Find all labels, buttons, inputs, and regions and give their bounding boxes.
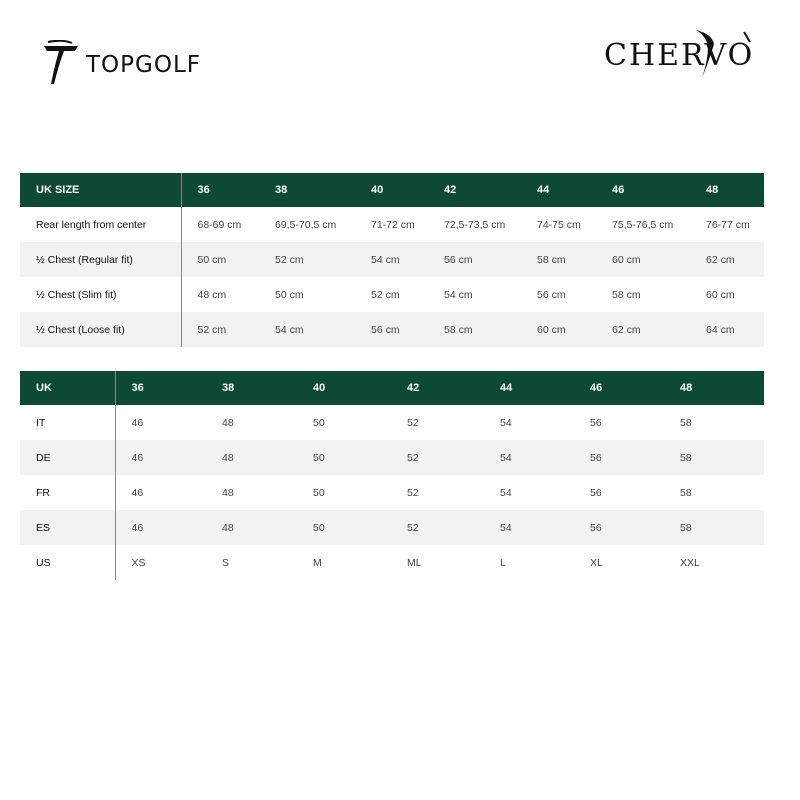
table-row — [20, 277, 764, 312]
row-label: IT — [20, 405, 115, 440]
table-cell: 58 cm — [612, 288, 641, 301]
header-cell: 38 — [206, 371, 297, 405]
row-label: Rear length from center — [20, 207, 181, 242]
header-cell: 42 — [428, 173, 521, 207]
header-cell: 46 — [574, 371, 664, 405]
header-cell: 36 — [115, 371, 206, 405]
table-cell: 62 cm — [690, 242, 764, 277]
row-label: ES — [20, 510, 115, 545]
table-cell: 54 cm — [355, 242, 428, 277]
table-cell: 56 cm — [355, 312, 428, 347]
table-cell: 68-69 cm — [197, 218, 242, 231]
table-cell: 54 cm — [444, 288, 473, 301]
table-cell: 60 cm — [521, 312, 596, 347]
table-cell: 48 cm — [197, 288, 227, 301]
header-cell: 48 — [690, 173, 764, 207]
table-cell: 52 — [391, 510, 484, 545]
row-label: ½ Chest (Slim fit) — [20, 277, 181, 312]
table-row — [20, 405, 764, 440]
table-cell: 58 — [680, 416, 692, 429]
table-cell: L — [500, 556, 506, 569]
table-row — [20, 207, 764, 242]
table-cell: 62 cm — [596, 312, 690, 347]
table-cell: 52 cm — [181, 312, 259, 347]
table-row — [20, 475, 764, 510]
table-cell: 60 cm — [596, 242, 690, 277]
row-label: DE — [20, 440, 115, 475]
table-cell: M — [313, 556, 322, 569]
row-label: ½ Chest (Regular fit) — [20, 242, 181, 277]
header-cell: 38 — [259, 173, 355, 207]
table-cell: 75,5-76,5 cm — [612, 218, 674, 231]
table-cell: 50 cm — [181, 242, 259, 277]
table-cell: 46 — [115, 440, 206, 475]
table-header-row — [20, 371, 764, 405]
table-cell: 52 cm — [259, 242, 355, 277]
table-cell: 50 — [313, 416, 325, 429]
table-cell: 56 — [590, 486, 602, 499]
table-cell: 50 — [297, 510, 391, 545]
header-cell: 48 — [664, 371, 764, 405]
table-row — [20, 545, 764, 580]
table-header-row — [20, 173, 764, 207]
header-cell-uk-size: UK SIZE — [20, 173, 181, 207]
table-cell: 46 — [131, 486, 144, 499]
table-cell: 72,5-73,5 cm — [444, 218, 506, 231]
table-cell: 48 — [222, 416, 234, 429]
table-cell: 50 cm — [275, 288, 304, 301]
table-cell: 58 — [664, 440, 764, 475]
chervo-wordmark: CHERVO — [604, 38, 755, 73]
table-cell: 60 cm — [706, 288, 735, 301]
table-row — [20, 242, 764, 277]
table-cell: S — [222, 556, 230, 569]
header-cell: 40 — [355, 173, 428, 207]
table-cell: 58 cm — [428, 312, 521, 347]
table-cell: ML — [407, 556, 422, 569]
header-cell: 36 — [181, 173, 259, 207]
uk-size-table — [20, 173, 764, 347]
chervo-logo — [604, 28, 764, 88]
topgolf-mark-icon — [42, 40, 80, 86]
table-cell: 54 — [484, 510, 574, 545]
table-cell: 50 — [297, 440, 391, 475]
table-cell: 64 cm — [690, 312, 764, 347]
table-cell: XL — [590, 556, 603, 569]
topgolf-wordmark: TOPGOLF — [86, 52, 201, 78]
table-cell: 76-77 cm — [706, 218, 750, 231]
table-cell: 74-75 cm — [537, 218, 581, 231]
table-row — [20, 440, 764, 475]
table-cell: 54 — [484, 440, 574, 475]
table-cell: 71-72 cm — [371, 218, 415, 231]
row-label: US — [20, 545, 115, 580]
table-cell: 54 cm — [259, 312, 355, 347]
table-row — [20, 510, 764, 545]
table-cell: 48 — [222, 486, 234, 499]
topgolf-logo — [42, 40, 201, 86]
header-cell: 40 — [297, 371, 391, 405]
row-label: ½ Chest (Loose fit) — [20, 312, 181, 347]
table-cell: 56 — [574, 510, 664, 545]
table-row — [20, 312, 764, 347]
table-cell: 56 — [574, 440, 664, 475]
table-cell: 58 — [664, 510, 764, 545]
table-cell: 54 — [500, 486, 512, 499]
table-cell: 69,5-70,5 cm — [275, 218, 337, 231]
header-cell: 46 — [596, 173, 690, 207]
table-cell: 56 cm — [537, 288, 566, 301]
table-cell: 52 — [407, 416, 419, 429]
table-cell: 52 — [407, 486, 419, 499]
header-cell: 44 — [484, 371, 574, 405]
table-cell: 46 — [131, 416, 144, 429]
table-cell: 52 — [391, 440, 484, 475]
table-cell: 48 — [206, 510, 297, 545]
table-cell: 50 — [313, 486, 325, 499]
table-cell: 56 — [590, 416, 602, 429]
row-label: FR — [20, 475, 115, 510]
table-cell: 58 — [680, 486, 692, 499]
table-cell: XS — [131, 556, 146, 569]
size-conversion-table — [20, 371, 764, 580]
header-cell: 42 — [391, 371, 484, 405]
header-cell: 44 — [521, 173, 596, 207]
header-cell-uk: UK — [20, 371, 115, 405]
table-cell: 46 — [115, 510, 206, 545]
table-cell: 54 — [500, 416, 512, 429]
table-cell: 52 cm — [371, 288, 400, 301]
table-cell: 58 cm — [521, 242, 596, 277]
table-cell: XXL — [680, 556, 700, 569]
table-cell: 56 cm — [428, 242, 521, 277]
table-cell: 48 — [206, 440, 297, 475]
